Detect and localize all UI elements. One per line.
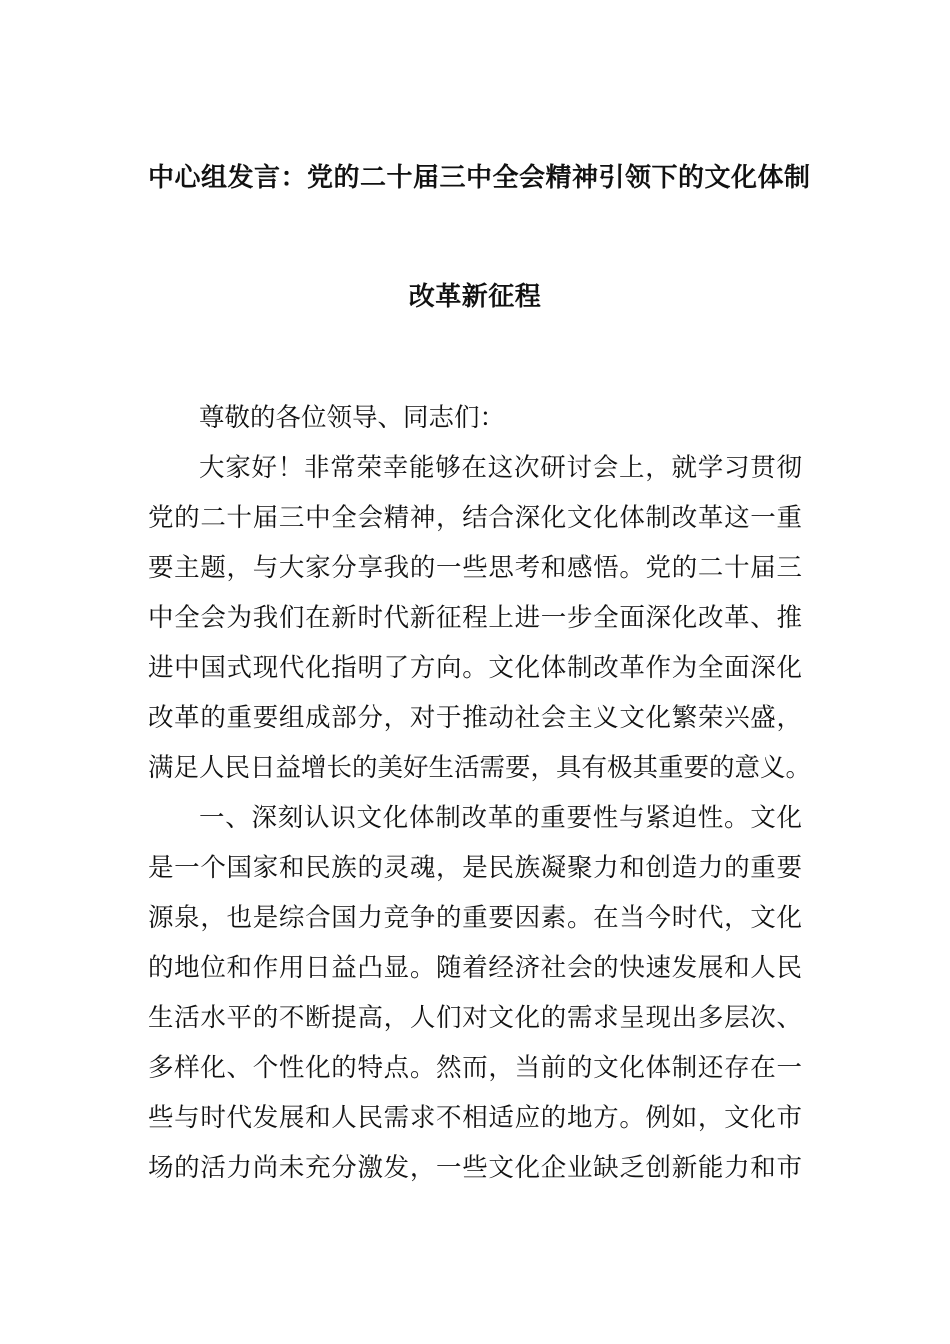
paragraph-line: 党的二十届三中全会精神，结合深化文化体制改革这一重 <box>148 503 802 533</box>
paragraph-line: 改革的重要组成部分，对于推动社会主义文化繁荣兴盛， <box>148 703 802 733</box>
paragraph-line: 大家好！非常荣幸能够在这次研讨会上，就学习贯彻 <box>199 453 802 483</box>
section-heading-line: 一、深刻认识文化体制改革的重要性与紧迫性。文化 <box>199 803 802 833</box>
document-body <box>148 393 812 1193</box>
paragraph-line: 进中国式现代化指明了方向。文化体制改革作为全面深化 <box>148 653 802 683</box>
paragraph-line: 满足人民日益增长的美好生活需要，具有极其重要的意义。 <box>148 753 812 783</box>
document-title-line-2: 改革新征程 <box>408 282 542 312</box>
paragraph-line: 中全会为我们在新时代新征程上进一步全面深化改革、推 <box>148 603 802 633</box>
paragraph-line: 是一个国家和民族的灵魂，是民族凝聚力和创造力的重要 <box>148 853 802 883</box>
salutation-line: 尊敬的各位领导、同志们： <box>199 403 506 433</box>
paragraph-line: 些与时代发展和人民需求不相适应的地方。例如，文化市 <box>148 1103 802 1133</box>
paragraph-line: 要主题，与大家分享我的一些思考和感悟。党的二十届三 <box>148 553 802 583</box>
paragraph-line: 的地位和作用日益凸显。随着经济社会的快速发展和人民 <box>148 953 802 983</box>
document-title-line-1: 中心组发言：党的二十届三中全会精神引领下的文化体制 <box>148 163 811 193</box>
paragraph-line: 多样化、个性化的特点。然而，当前的文化体制还存在一 <box>148 1053 802 1083</box>
paragraph-line: 生活水平的不断提高，人们对文化的需求呈现出多层次、 <box>148 1003 802 1033</box>
paragraph-line: 源泉，也是综合国力竞争的重要因素。在当今时代，文化 <box>148 903 802 933</box>
paragraph-line: 场的活力尚未充分激发，一些文化企业缺乏创新能力和市 <box>148 1153 802 1183</box>
